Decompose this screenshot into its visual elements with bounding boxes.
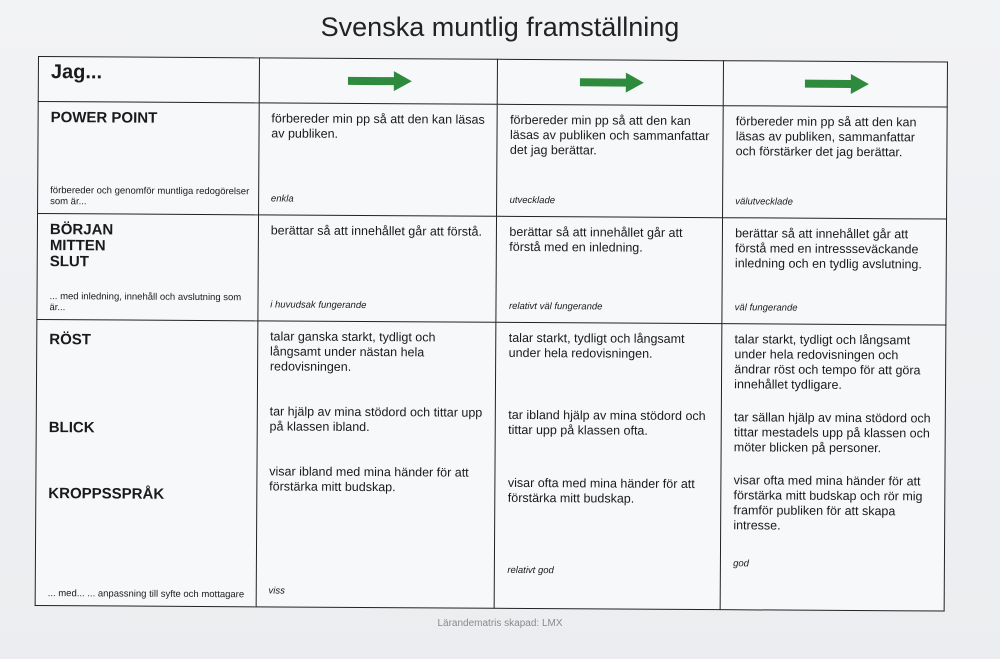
row-label-cell	[35, 319, 258, 606]
criteria-text: visar ofta med mina händer för att förstärka mitt budskap och rör mig framför publiken för att skapa intresse.	[733, 473, 923, 533]
arrow-right-icon	[804, 74, 868, 94]
row-label: MITTEN	[49, 237, 106, 255]
level-label: utvecklade	[509, 194, 556, 207]
row-label: RÖST	[49, 331, 91, 349]
criteria-text: berättar så att innehållet går att förstå med en intressseväckande inledning och en tydlig avslutning.	[734, 226, 922, 272]
criteria-cell	[495, 322, 722, 609]
criteria-cell	[258, 103, 497, 216]
header-jag	[38, 57, 259, 103]
criteria-text: förbereder min pp så att den kan läsas av publiken och sammanfattar det jag berättar.	[509, 112, 710, 158]
level-label: väl fungerande	[734, 302, 798, 314]
row-rost-blick-kroppssprak	[35, 319, 946, 611]
level-label: viss	[268, 585, 285, 597]
row-label: BÖRJAN	[49, 221, 114, 239]
level-label: i huvudsak fungerande	[270, 299, 367, 312]
criteria-cell	[723, 106, 947, 219]
row-sub-label: ... med inledning, innehåll och avslutning som är...	[49, 291, 242, 314]
criteria-text: visar ofta med mina händer för att förstärka mitt budskap.	[507, 475, 695, 506]
row-sub-label: förbereder och genomför muntliga redogörelser som är...	[50, 185, 250, 208]
header-col-2	[498, 59, 724, 105]
header-row	[38, 57, 947, 108]
criteria-text: talar ganska starkt, tydligt och långsamt under nästan hela redovisningen.	[269, 329, 436, 374]
arrow-right-icon	[580, 72, 644, 92]
credit-line: Lärandematris skapad: LMX	[437, 618, 563, 629]
header-col-3	[723, 61, 947, 107]
criteria-cell	[720, 324, 946, 611]
criteria-cell	[722, 218, 946, 325]
row-label: KROPPSSPRÅK	[48, 485, 165, 503]
criteria-text: talar starkt, tydligt och långsamt under hela redovisningen och ändrar röst och tempo för att göra innehållet tydligare.	[734, 332, 921, 392]
criteria-text: förbereder min pp så att den kan läsas av publiken, sammanfattar och förstärker det jag berättar.	[735, 114, 917, 160]
row-borjan-mitten-slut	[37, 214, 947, 326]
criteria-text: berättar så att innehållet går att förstå med en inledning.	[509, 224, 683, 255]
row-label: POWER POINT	[50, 109, 158, 127]
criteria-text: berättar så att innehållet går att förstå.	[270, 223, 483, 239]
page-title: Svenska muntlig framställning	[320, 12, 680, 42]
criteria-cell	[256, 321, 496, 608]
row-label-cell	[38, 102, 259, 215]
level-label: välutvecklade	[735, 196, 793, 208]
criteria-cell	[497, 104, 723, 217]
row-label: SLUT	[49, 253, 89, 271]
criteria-cell	[258, 215, 497, 322]
header-col-1	[259, 58, 498, 104]
criteria-text: förbereder min pp så att den kan läsas av publiken.	[271, 111, 485, 141]
row-label-cell	[37, 214, 258, 321]
criteria-text: tar sällan hjälp av mina stödord och tittar mestadels upp på klassen och möter blicken på personer.	[733, 410, 931, 456]
criteria-text: talar starkt, tydligt och långsamt under hela redovisningen.	[508, 330, 685, 361]
criteria-text: tar hjälp av mina stödord och tittar upp på klassen ibland.	[269, 404, 483, 435]
level-label: god	[733, 558, 750, 570]
arrow-right-icon	[347, 71, 411, 91]
row-power-point	[38, 102, 948, 220]
criteria-text: tar ibland hjälp av mina stödord och tittar upp på klassen ofta.	[508, 407, 706, 438]
row-sub-label: ... med... ... anpassning till syfte och mottagare	[47, 588, 245, 601]
level-label: enkla	[270, 193, 294, 205]
assessment-matrix	[35, 56, 948, 612]
level-label: relativt god	[507, 564, 554, 577]
row-label: BLICK	[48, 419, 95, 437]
criteria-text: visar ibland med mina händer för att förstärka mitt budskap.	[269, 464, 469, 495]
level-label: relativt väl fungerande	[508, 300, 603, 313]
jag-label: Jag...	[50, 61, 103, 84]
criteria-cell	[496, 216, 722, 323]
